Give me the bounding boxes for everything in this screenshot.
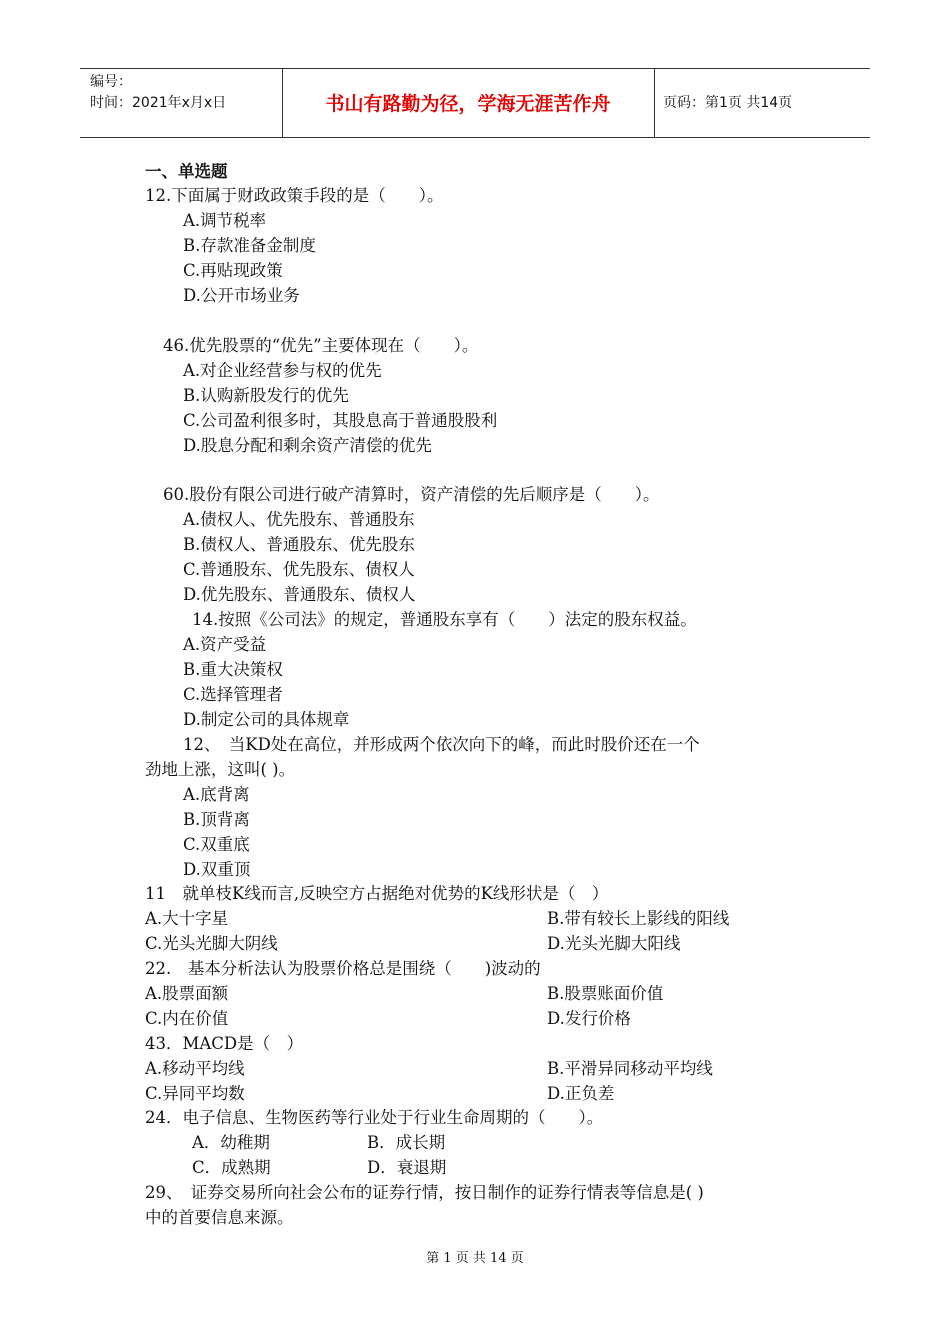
header-motto: 书山有路勤为径，学海无涯苦作舟 <box>325 93 611 115</box>
header-date-label: 时间：2021年x月x日 <box>90 95 227 111</box>
option-text: B.债权人、普通股东、优先股东 <box>183 535 415 554</box>
option-text: D．衰退期 <box>367 1158 447 1177</box>
option-text: B.存款准备金制度 <box>183 236 316 255</box>
question-text: 43．MACD是（ ） <box>145 1034 304 1053</box>
question-text: 60.股份有限公司进行破产清算时，资产清偿的先后顺序是（ ）。 <box>163 485 660 504</box>
option-text: D.光头光脚大阳线 <box>547 934 681 953</box>
option-text: B．成长期 <box>367 1133 446 1152</box>
option-text: B.顶背离 <box>183 810 250 829</box>
option-text: A.底背离 <box>183 785 250 804</box>
option-text: A.调节税率 <box>183 211 267 230</box>
question-text: 11 就单枝K线而言,反映空方占据绝对优势的K线形状是（ ） <box>145 884 609 903</box>
option-text: D.股息分配和剩余资产清偿的优先 <box>183 436 432 455</box>
option-text: B.带有较长上影线的阳线 <box>547 909 730 928</box>
header-number-label: 编号： <box>90 74 132 90</box>
option-text: D.优先股东、普通股东、债权人 <box>183 585 416 604</box>
question-text: 24．电子信息、生物医药等行业处于行业生命周期的（ ）。 <box>145 1108 604 1127</box>
option-text: A.资产受益 <box>183 635 267 654</box>
option-text: C.选择管理者 <box>183 685 283 704</box>
option-text: C.普通股东、优先股东、债权人 <box>183 560 415 579</box>
question-text: 12.下面属于财政政策手段的是（ ）。 <box>145 186 444 205</box>
header-divider <box>654 69 655 137</box>
option-text: A.大十字星 <box>145 909 229 928</box>
option-text: C．成熟期 <box>192 1158 271 1177</box>
option-text: A.移动平均线 <box>145 1059 245 1078</box>
page-footer: 第 1 页 共 14 页 <box>426 1251 524 1266</box>
question-text: 46.优先股票的“优先”主要体现在（ ）。 <box>163 336 479 355</box>
option-text: A．幼稚期 <box>192 1133 270 1152</box>
option-text: C.异同平均数 <box>145 1084 245 1103</box>
question-text: 12、 当KD处在高位，并形成两个依次向下的峰，而此时股价还在一个 <box>183 735 700 754</box>
option-text: A.债权人、优先股东、普通股东 <box>183 510 415 529</box>
option-text: C.光头光脚大阴线 <box>145 934 278 953</box>
option-text: D.正负差 <box>547 1084 615 1103</box>
option-text: A.股票面额 <box>145 984 229 1003</box>
option-text: D.制定公司的具体规章 <box>183 710 350 729</box>
header-meta <box>90 72 226 114</box>
option-text: A.对企业经营参与权的优先 <box>183 361 382 380</box>
option-text: C.双重底 <box>183 835 250 854</box>
question-text: 劲地上涨，这叫( )。 <box>145 760 296 779</box>
document-header <box>80 68 870 138</box>
option-text: C.再贴现政策 <box>183 261 283 280</box>
section-title: 一、单选题 <box>145 162 228 181</box>
header-page-label: 页码：第1页 共14页 <box>663 95 793 111</box>
option-text: D.发行价格 <box>547 1009 631 1028</box>
option-text: C.内在价值 <box>145 1009 229 1028</box>
option-text: B.股票账面价值 <box>547 984 664 1003</box>
option-text: C.公司盈利很多时，其股息高于普通股股利 <box>183 411 498 430</box>
option-text: B.重大决策权 <box>183 660 283 679</box>
question-text: 中的首要信息来源。 <box>145 1208 294 1227</box>
option-text: B.认购新股发行的优先 <box>183 386 349 405</box>
option-text: B.平滑异同移动平均线 <box>547 1059 713 1078</box>
option-text: D.双重顶 <box>183 860 251 879</box>
question-text: 14.按照《公司法》的规定，普通股东享有（ ）法定的股东权益。 <box>192 610 697 629</box>
question-text: 29、 证券交易所向社会公布的证券行情，按日制作的证券行情表等信息是( ) <box>145 1183 704 1202</box>
option-text: D.公开市场业务 <box>183 286 300 305</box>
question-text: 22. 基本分析法认为股票价格总是围绕（ )波动的 <box>145 959 541 978</box>
